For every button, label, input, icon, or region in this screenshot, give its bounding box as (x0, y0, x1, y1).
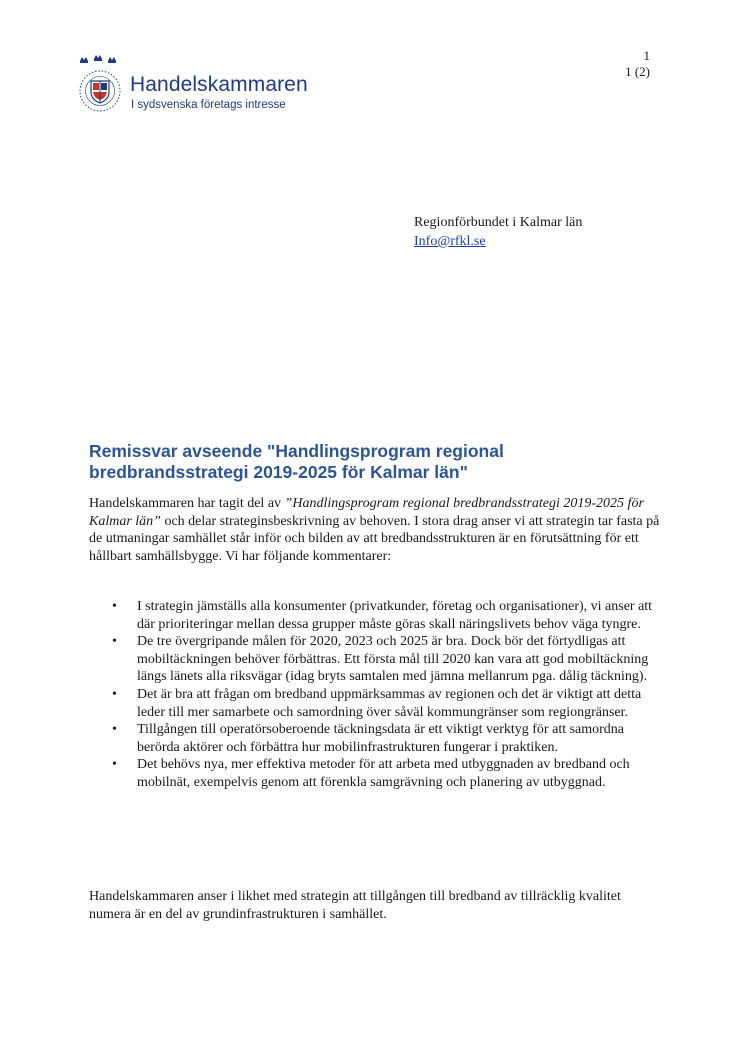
list-item (89, 686, 664, 721)
bullet-icon: • (112, 686, 117, 702)
document-title: Remissvar avseende "Handlingsprogram regional bredbrandsstrategi 2019-2025 för Kalmar län" (89, 441, 504, 482)
bullet-icon: • (112, 599, 117, 614)
chamber-crest-logo (74, 55, 128, 119)
intro-before: Handelskammaren har tagit del av (89, 496, 285, 511)
list-item (89, 756, 664, 791)
list-item (89, 633, 664, 686)
bullet-icon: • (112, 634, 117, 650)
bullet-icon: • (112, 757, 117, 773)
bullet-icon: • (112, 722, 117, 738)
list-item-text: Det behövs nya, mer effektiva metoder för att arbeta med utbyggnaden av bredband och mobilnät, exempelvis genom att förenkla samgrävning och planering av utbyggnad. (137, 757, 630, 790)
crown-icon (80, 55, 116, 63)
comment-list (89, 598, 664, 792)
list-item-text: De tre övergripande målen för 2020, 2023 och 2025 är bra. Dock bör det förtydligas att mobiltäckningen behöver förbättras. Ett första mål till 2020 kan vara att god mobiltäckning längs länets alla riksvägar (idag bryts samtalen med jämna mellanrum pga. dålig täckning). (137, 634, 649, 685)
page-count: 1 (2) (625, 64, 650, 79)
page-number-block (625, 48, 650, 80)
shield-icon (91, 81, 109, 103)
intro-paragraph (89, 495, 664, 565)
list-item-text: Tillgången till operatörsoberoende täckningsdata är ett viktigt verktyg för att samordna berörda aktörer och förbättra hur mobilinfrastrukturen fungerar i praktiken. (137, 722, 625, 755)
list-item-text: Det är bra att frågan om bredband uppmärksammas av regionen och det är viktigt att detta leder till mer samarbete och samordning över såväl kommungränser som regiongränser. (137, 686, 642, 720)
intro-after: och delar strateginsbeskrivning av behoven. I stora drag anser vi att strategin tar fasta på de utmaningar samhället står inför och bilden av att bredbandsstrukturen är en förutsättning för ett hållbart samhällsbygge. Vi har följande kommentarer: (89, 513, 660, 564)
brand-name: Handelskammaren (130, 73, 308, 96)
recipient-email-link[interactable]: Info@rfkl.se (414, 234, 486, 249)
closing-paragraph: Handelskammaren anser i likhet med strategin att tillgången till bredband av tillräcklig kvalitet numera är en del av grundinfrastrukturen i samhället. (89, 889, 621, 922)
page-number: 1 (643, 48, 650, 63)
brand-tagline: I sydsvenska företags intresse (131, 99, 286, 111)
list-item-text: I strategin jämställs alla konsumenter (privatkunder, företag och organisationer), vi anser att där prioriteringar mellan dessa grupper måste göras skall näringslivets behov väga tyngre. (137, 599, 653, 632)
recipient-name: Regionförbundet i Kalmar län (414, 215, 583, 230)
recipient-address (414, 213, 582, 251)
list-item (89, 721, 664, 756)
intro-quoted-title: ”Handlingsprogram regional bredbrandsstrategi 2019-2025 för Kalmar län” (89, 496, 644, 529)
list-item (89, 598, 664, 633)
